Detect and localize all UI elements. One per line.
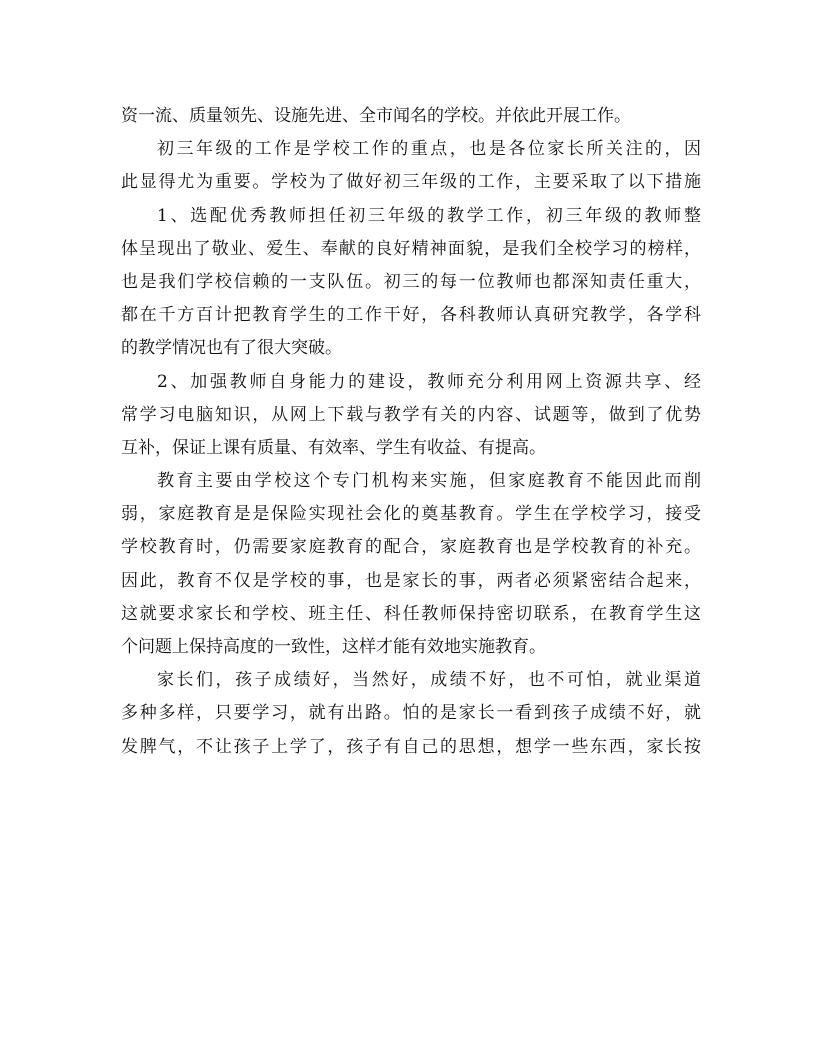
text-line: 资一流、质量领先、设施先进、全市闻名的学校。并依此开展工作。 (121, 106, 631, 126)
text-line: 这就要求家长和学校、班主任、科任教师保持密切联系，在教育学生这 (121, 603, 701, 624)
text-line: 多种多样，只要学习，就有出路。怕的是家长一看到孩子成绩不好，就 (121, 703, 701, 724)
paragraph-last-line: 的教学情况也有了很大突破。 (121, 338, 342, 359)
text-line: 因此，教育不仅是学校的事，也是家长的事，两者必须紧密结合起来， (121, 570, 701, 591)
document-body (121, 100, 701, 764)
text-line: 常学习电脑知识，从网上下载与教学有关的内容、试题等，做到了优势 (121, 404, 701, 425)
paragraph-first-line: 家长们，孩子成绩好，当然好，成绩不好，也不可怕，就业渠道 (157, 670, 701, 691)
paragraph-first-line: 教育主要由学校这个专门机构来实施，但家庭教育不能因此而削 (157, 471, 701, 492)
paragraph-first-line: 初三年级的工作是学校工作的重点，也是各位家长所关注的，因 (157, 139, 701, 160)
paragraph-first-line: 2、加强教师自身能力的建设，教师充分利用网上资源共享、经 (157, 371, 701, 392)
text-line: 体呈现出了敬业、爱生、奉献的良好精神面貌，是我们全校学习的榜样， (121, 238, 701, 259)
text-line: 也是我们学校信赖的一支队伍。初三的每一位教师也都深知责任重大， (121, 271, 701, 292)
paragraph-first-line: 1、选配优秀教师担任初三年级的教学工作，初三年级的教师整 (157, 205, 701, 226)
paragraph-last-line: 个问题上保持高度的一致性，这样才能有效地实施教育。 (121, 637, 546, 657)
text-line: 此显得尤为重要。学校为了做好初三年级的工作，主要采取了以下措施 (121, 172, 701, 193)
text-line: 都在千方百计把教育学生的工作干好，各科教师认真研究教学，各学科 (121, 305, 701, 326)
paragraph-last-line: 互补，保证上课有质量、有效率、学生有收益、有提高。 (121, 437, 546, 458)
text-line: 弱，家庭教育是是保险实现社会化的奠基教育。学生在学校学习，接受 (121, 504, 701, 525)
text-line: 学校教育时，仍需要家庭教育的配合，家庭教育也是学校教育的补充。 (121, 537, 701, 558)
text-line: 发脾气，不让孩子上学了，孩子有自己的思想，想学一些东西，家长按 (121, 736, 701, 757)
